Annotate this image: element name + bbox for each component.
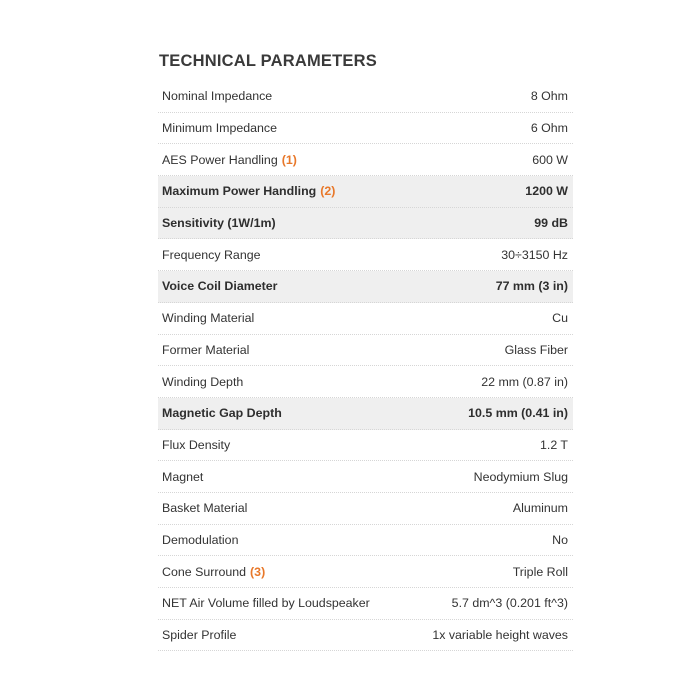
parameter-label: Magnetic Gap Depth — [162, 406, 282, 421]
table-row — [158, 144, 573, 176]
parameter-value: Glass Fiber — [504, 342, 568, 357]
parameter-value: 30÷3150 Hz — [501, 247, 568, 262]
table-row — [158, 208, 573, 240]
footnote-marker: (2) — [320, 184, 336, 199]
parameter-label: Minimum Impedance — [162, 121, 278, 136]
table-row — [158, 430, 573, 462]
footnote-marker: (1) — [281, 152, 297, 167]
parameter-label: AES Power Handling (1) — [162, 152, 297, 167]
table-row — [158, 398, 573, 430]
table-row — [158, 461, 573, 493]
parameter-value: No — [552, 532, 568, 547]
section-title: TECHNICAL PARAMETERS — [159, 52, 377, 70]
table-row — [158, 335, 573, 367]
parameter-label: Nominal Impedance — [162, 89, 273, 104]
table-row — [158, 271, 573, 303]
parameter-label: Winding Material — [162, 311, 255, 326]
parameter-value: 22 mm (0.87 in) — [481, 374, 568, 389]
parameter-label: Sensitivity (1W/1m) — [162, 216, 276, 231]
parameter-value: 600 W — [532, 152, 568, 167]
table-row — [158, 239, 573, 271]
parameter-value: 1200 W — [525, 184, 568, 199]
parameter-label: Former Material — [162, 342, 250, 357]
parameter-value: Aluminum — [512, 501, 568, 516]
table-row — [158, 556, 573, 588]
parameter-value: 10.5 mm (0.41 in) — [468, 406, 568, 421]
table-row — [158, 620, 573, 652]
table-row — [158, 113, 573, 145]
table-row — [158, 366, 573, 398]
parameter-value: 99 dB — [534, 216, 568, 231]
table-row — [158, 588, 573, 620]
parameter-value: Cu — [552, 311, 568, 326]
parameter-label: Frequency Range — [162, 247, 261, 262]
parameter-label: Winding Depth — [162, 374, 244, 389]
parameter-value: 1x variable height waves — [432, 628, 568, 643]
parameter-label: Flux Density — [162, 437, 231, 452]
parameter-value: 6 Ohm — [530, 121, 568, 136]
table-row — [158, 493, 573, 525]
parameter-label: Voice Coil Diameter — [162, 279, 278, 294]
parameter-label: Demodulation — [162, 532, 239, 547]
parameter-value: Neodymium Slug — [473, 469, 568, 484]
parameters-table — [158, 81, 573, 651]
technical-parameters-panel — [158, 50, 573, 651]
parameter-label: Basket Material — [162, 501, 248, 516]
table-row — [158, 525, 573, 557]
parameter-value: Triple Roll — [512, 564, 568, 579]
parameter-value: 5.7 dm^3 (0.201 ft^3) — [451, 596, 568, 611]
parameter-label: Maximum Power Handling (2) — [162, 184, 336, 199]
parameter-value: 8 Ohm — [530, 89, 568, 104]
parameter-label: NET Air Volume filled by Loudspeaker — [162, 596, 370, 611]
table-row — [158, 81, 573, 113]
footnote-marker: (3) — [250, 564, 266, 579]
parameter-label: Spider Profile — [162, 628, 237, 643]
parameter-value: 1.2 T — [539, 437, 568, 452]
parameter-value: 77 mm (3 in) — [495, 279, 568, 294]
parameter-label: Magnet — [162, 469, 204, 484]
parameter-label: Cone Surround (3) — [162, 564, 266, 579]
table-row — [158, 176, 573, 208]
table-row — [158, 303, 573, 335]
